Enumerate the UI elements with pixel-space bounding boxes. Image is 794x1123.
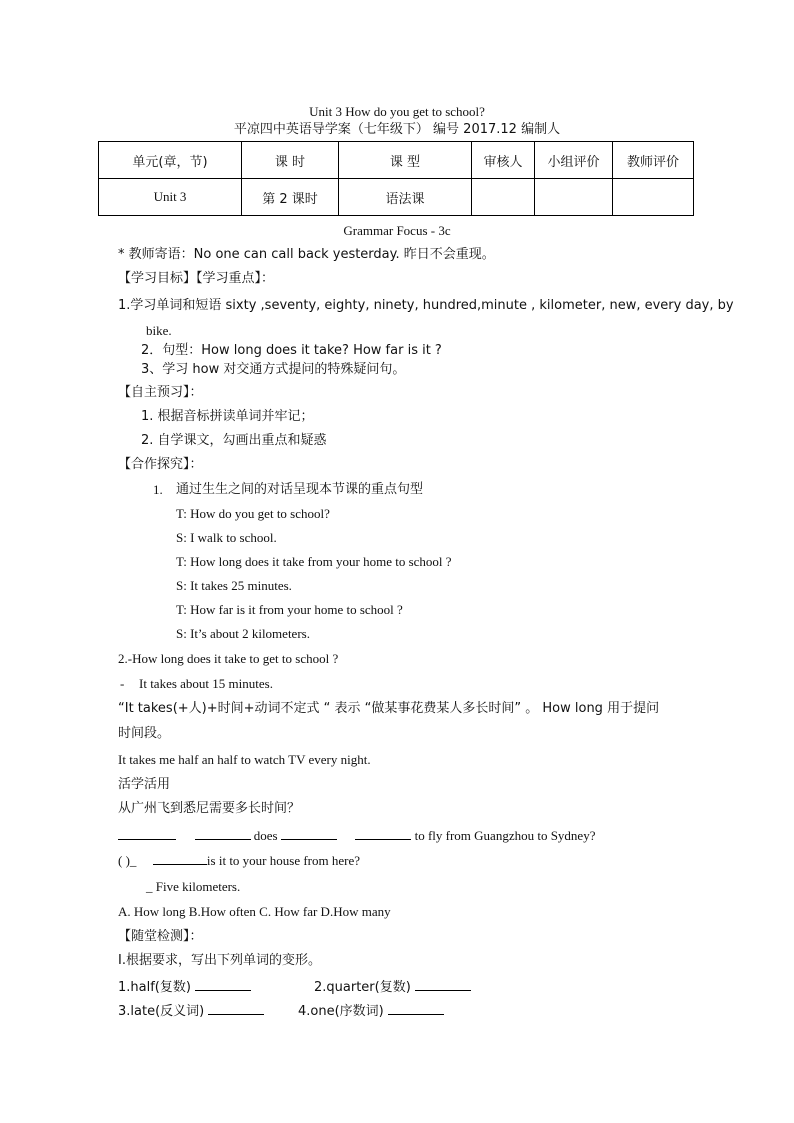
check-item-label: 4.one(序数词) — [298, 1004, 384, 1019]
answer-blank[interactable] — [208, 1003, 264, 1015]
goal-1-line-2: bike. — [146, 323, 172, 338]
grammar-rule-line-1: “It takes(+人)+时间+动词不定式 “ 表示 “做某事花费某人多长时间” 。 How long 用于提问 — [118, 701, 660, 716]
section-check-heading: 【随堂检测】： — [118, 929, 203, 944]
dialog-line: T: How long does it take from your home to school ? — [176, 554, 452, 569]
preview-item-1: 1. 根据音标拼读单词并牢记； — [141, 409, 314, 424]
fill-tail: to fly from Guangzhou to Sydney? — [414, 828, 596, 843]
dialog-line: S: It’s about 2 kilometers. — [176, 626, 310, 641]
dialog-line: T: How do you get to school? — [176, 506, 330, 521]
choice-tail: is it to your house from here? — [206, 853, 360, 868]
table-header-cell: 小组评价 — [535, 142, 613, 179]
table-header-cell: 教师评价 — [613, 142, 694, 179]
table-cell-type: 语法课 — [339, 179, 472, 216]
practice-question: 从广州飞到悉尼需要多长时间？ — [118, 801, 301, 816]
header-table — [98, 141, 694, 216]
answer-blank[interactable] — [153, 853, 207, 865]
section-preview-heading: 【自主预习】： — [118, 385, 203, 400]
example-sentence: It takes me half an half to watch TV every night. — [118, 752, 371, 767]
table-cell-teacher-eval — [613, 179, 694, 216]
coop-item-text: 通过生生之间的对话呈现本节课的重点句型 — [176, 482, 424, 497]
goal-1-line-1: 1.学习单词和短语 sixty ,seventy, eighty, ninety, hundred,minute , kilometer, new, every day, by — [118, 298, 734, 313]
fill-word-does: does — [253, 828, 278, 843]
check-item-1 — [118, 979, 251, 996]
header-table-header-row — [99, 142, 694, 179]
check-item-3 — [118, 1003, 264, 1020]
choice-question — [118, 853, 360, 869]
fill-in-sentence — [118, 828, 595, 844]
choice-answer: _ Five kilometers. — [146, 879, 241, 894]
teacher-motto: * 教师寄语：No one can call back yesterday. 昨日不会重现。 — [118, 247, 495, 262]
answer-blank[interactable] — [355, 828, 411, 840]
check-item-2 — [314, 979, 471, 996]
check-item-label: 3.late(反义词) — [118, 1004, 205, 1019]
choice-options: A. How long B.How often C. How far D.How many — [118, 904, 391, 919]
answer-blank[interactable] — [415, 979, 471, 991]
check-item-label: 2.quarter(复数) — [314, 980, 411, 995]
coop-item-number: 1. — [153, 482, 163, 497]
table-cell-unit: Unit 3 — [99, 179, 242, 216]
preview-item-2: 2. 自学课文，勾画出重点和疑惑 — [141, 433, 327, 448]
dialog-line: T: How far is it from your home to school ? — [176, 602, 403, 617]
table-header-cell: 审核人 — [472, 142, 535, 179]
answer-dash: - — [120, 676, 125, 691]
dialog-line: S: It takes 25 minutes. — [176, 578, 292, 593]
dialog-line: S: I walk to school. — [176, 530, 277, 545]
answer-blank[interactable] — [195, 828, 251, 840]
table-header-cell: 课 型 — [339, 142, 472, 179]
focus-title: Grammar Focus - 3c — [343, 223, 451, 238]
document-subtitle: 平凉四中英语导学案（七年级下） 编号 2017.12 编制人 — [233, 122, 561, 137]
section-coop-heading: 【合作探究】： — [118, 457, 203, 472]
table-cell-period: 第 2 课时 — [242, 179, 339, 216]
goal-2: 2．句型：How long does it take? How far is it ? — [141, 343, 442, 358]
table-cell-reviewer — [472, 179, 535, 216]
goal-3: 3、学习 how 对交通方式提问的特殊疑问句。 — [141, 362, 406, 377]
table-header-cell: 单元(章，节) — [99, 142, 242, 179]
section-goals-heading: 【学习目标】【学习重点】： — [118, 271, 275, 286]
table-header-cell: 课 时 — [242, 142, 339, 179]
answer-2: It takes about 15 minutes. — [139, 676, 273, 691]
header-table-data-row — [99, 179, 694, 216]
answer-blank[interactable] — [118, 828, 176, 840]
check-item-label: 1.half(复数) — [118, 980, 191, 995]
answer-blank[interactable] — [281, 828, 337, 840]
answer-blank[interactable] — [195, 979, 251, 991]
document-title: Unit 3 How do you get to school? — [309, 104, 485, 119]
check-item-4 — [298, 1003, 444, 1020]
question-2: 2.-How long does it take to get to school ? — [118, 651, 339, 666]
choice-paren: ( )_ — [118, 853, 137, 868]
practice-title: 活学活用 — [118, 777, 171, 792]
table-cell-group-eval — [535, 179, 613, 216]
grammar-rule-line-2: 时间段。 — [118, 726, 171, 741]
answer-blank[interactable] — [388, 1003, 444, 1015]
check-intro: I.根据要求，写出下列单词的变形。 — [118, 953, 321, 968]
